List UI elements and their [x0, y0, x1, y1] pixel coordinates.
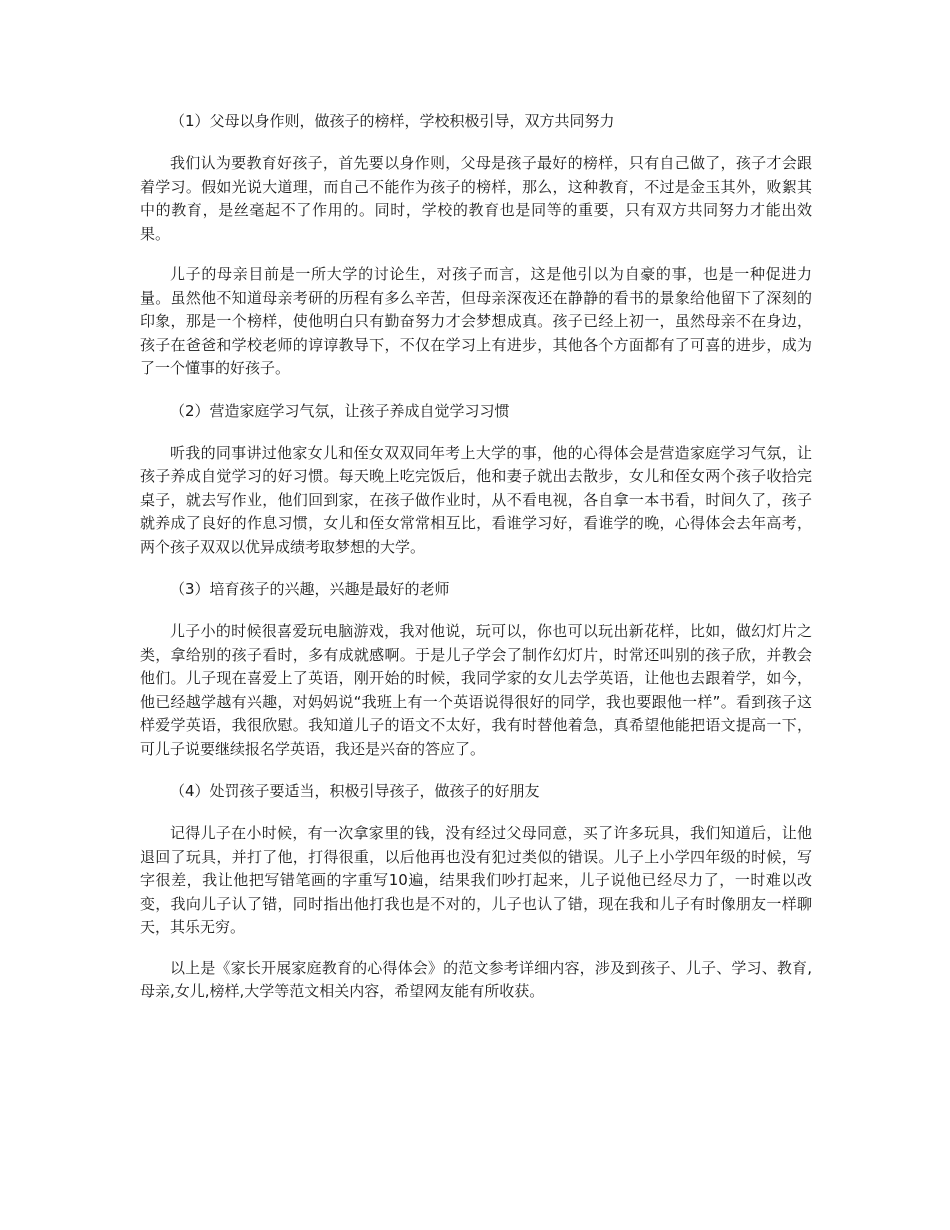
paragraph: 记得儿子在小时候，有一次拿家里的钱，没有经过父母同意，买了许多玩具，我们知道后，让他退回了玩具，并打了他，打得很重，以后他再也没有犯过类似的错误。儿子上小学四年级的时候，写字很差，我让他把写错笔画的字重写10遍，结果我们吵打起来，儿子说他已经尽力了，一时难以改变，我向儿子认了错，同时指出他打我也是不对的，儿子也认了错，现在我和儿子有时像朋友一样聊天，其乐无穷。 — [140, 824, 812, 936]
paragraph: 儿子小的时候很喜爱玩电脑游戏，我对他说，玩可以，你也可以玩出新花样，比如，做幻灯片之类，拿给别的孩子看时，多有成就感啊。于是儿子学会了制作幻灯片，时常还叫别的孩子欣，并教会他们。儿子现在喜爱上了英语，刚开始的时候，我同学家的女儿去学英语，让他也去跟着学，如今，他已经越学越有兴趣，对妈妈说“我班上有一个英语说得很好的同学，我也要跟他一样”。看到孩子这样爱学英语，我很欣慰。我知道儿子的语文不太好，我有时替他着急，真希望他能把语文提高一下，可儿子说要继续报名学英语，我还是兴奋的答应了。 — [140, 622, 812, 758]
section-heading-3: （3）培育孩子的兴趣，兴趣是最好的老师 — [170, 580, 450, 598]
paragraph: 儿子的母亲目前是一所大学的讨论生，对孩子而言，这是他引以为自豪的事，也是一种促进力量。虽然他不知道母亲考研的历程有多么辛苦，但母亲深夜还在静静的看书的景象给他留下了深刻的印象，那是一个榜样，使他明白只有勤奋努力才会梦想成真。孩子已经上初一，虽然母亲不在身边，孩子在爸爸和学校老师的谆谆教导下，不仅在学习上有进步，其他各个方面都有了可喜的进步，成为了一个懂事的好孩子。 — [140, 265, 812, 377]
document-body — [140, 108, 812, 1021]
section-heading-2: （2）营造家庭学习气氛，让孩子养成自觉学习习惯 — [170, 401, 510, 420]
paragraph: 我们认为要教育好孩子，首先要以身作则，父母是孩子最好的榜样，只有自己做了，孩子才会跟着学习。假如光说大道理，而自己不能作为孩子的榜样，那么，这种教育，不过是金玉其外，败絮其中的教育，是丝毫起不了作用的。同时，学校的教育也是同等的重要，只有双方共同努力才能出效果。 — [140, 154, 812, 243]
paragraph: 听我的同事讲过他家女儿和侄女双双同年考上大学的事，他的心得体会是营造家庭学习气氛，让孩子养成自觉学习的好习惯。每天晚上吃完饭后，他和妻子就出去散步，女儿和侄女两个孩子收拾完桌子，就去写作业，他们回到家，在孩子做作业时，从不看电视，各自拿一本书看，时间久了，孩子就养成了良好的作息习惯，女儿和侄女常常相互比，看谁学习好，看谁学的晚，心得体会去年高考，两个孩子双双以优异成绩考取梦想的大学。 — [140, 443, 812, 556]
closing-paragraph: 以上是《家长开展家庭教育的心得体会》的范文参考详细内容，涉及到孩子、儿子、学习、教育,母亲,女儿,榜样,大学等范文相关内容，希望网友能有所收获。 — [140, 958, 812, 1000]
section-heading-1: （1）父母以身作则，做孩子的榜样，学校积极引导，双方共同努力 — [170, 112, 615, 130]
section-heading-4: （4）处罚孩子要适当，积极引导孩子，做孩子的好朋友 — [170, 782, 540, 800]
